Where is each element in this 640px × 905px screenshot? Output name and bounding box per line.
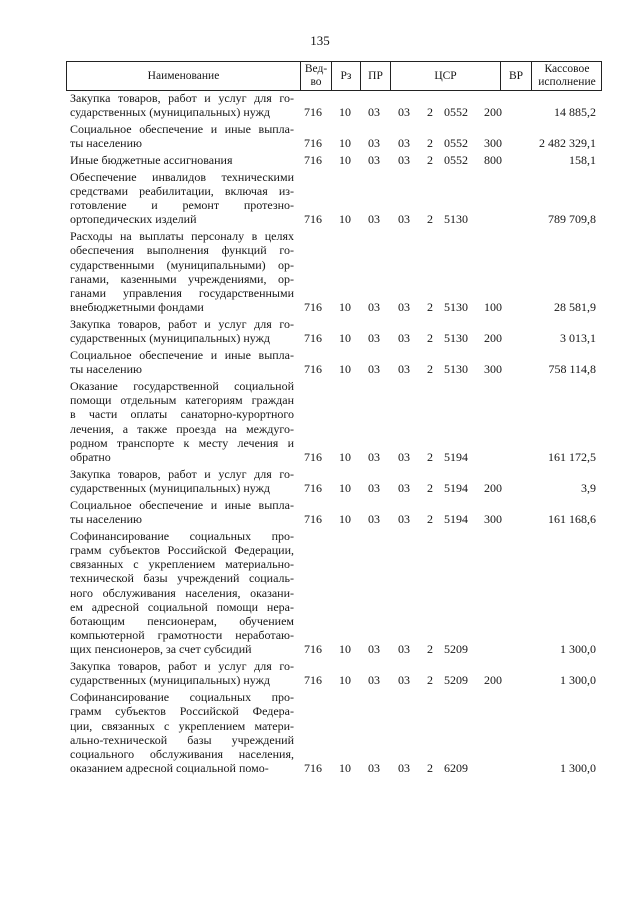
cell-amount: 1 300,0 bbox=[560, 673, 596, 688]
cell-csr3: 6209 bbox=[444, 761, 468, 776]
row-name-line: оказанием адресной социальной помо- bbox=[70, 761, 269, 776]
cell-rz: 10 bbox=[339, 642, 351, 657]
row-name-line: ганами, казенными учреждениями, ор- bbox=[70, 271, 294, 286]
row-name-line: Закупка товаров, работ и услуг для го- bbox=[70, 317, 294, 331]
row-name-line: лечения, а также проезда на междуго- bbox=[70, 421, 294, 436]
header-pr: ПР bbox=[361, 62, 391, 90]
header-ved bbox=[301, 62, 332, 90]
cell-amount: 1 300,0 bbox=[560, 642, 596, 657]
cell-csr1: 03 bbox=[398, 642, 410, 657]
cell-csr3: 5194 bbox=[444, 480, 468, 495]
cell-amount: 14 885,2 bbox=[554, 105, 596, 120]
row-name bbox=[70, 659, 294, 687]
header-kass-line2: исполнение bbox=[538, 76, 596, 88]
cell-amount: 1 300,0 bbox=[560, 761, 596, 776]
cell-pr: 03 bbox=[368, 761, 380, 776]
row-name bbox=[70, 529, 294, 657]
cell-ved: 716 bbox=[304, 673, 322, 688]
page-number: 135 bbox=[310, 33, 330, 48]
row-name-line: Закупка товаров, работ и услуг для го- bbox=[70, 466, 294, 481]
row-name-line: помощи отдельным категориям граждан bbox=[70, 393, 294, 408]
cell-ved: 716 bbox=[304, 300, 322, 315]
cell-vr: 300 bbox=[484, 136, 502, 151]
row-name-line: ботающим пенсионерам, обучением bbox=[70, 614, 294, 629]
cell-rz: 10 bbox=[339, 105, 351, 120]
row-name-line: ты населению bbox=[70, 136, 142, 151]
cell-ved: 716 bbox=[304, 105, 322, 120]
cell-pr: 03 bbox=[368, 673, 380, 688]
cell-csr1: 03 bbox=[398, 511, 410, 526]
row-name-line: сударственных (муниципальных) нужд bbox=[70, 673, 270, 688]
row-name-line: Расходы на выплаты персоналу в целях bbox=[70, 229, 294, 244]
table-row bbox=[66, 690, 602, 775]
cell-vr: 300 bbox=[484, 362, 502, 377]
cell-ved: 716 bbox=[304, 642, 322, 657]
row-name-line: родном транспорте к месту лечения и bbox=[70, 435, 294, 450]
row-name-line: ганами управления государственными bbox=[70, 286, 294, 300]
cell-csr1: 03 bbox=[398, 212, 410, 227]
cell-amount: 158,1 bbox=[569, 152, 596, 167]
row-name-line: ты населению bbox=[70, 512, 142, 526]
cell-ved: 716 bbox=[304, 136, 322, 151]
cell-csr1: 03 bbox=[398, 761, 410, 776]
cell-amount: 3,9 bbox=[581, 480, 596, 495]
row-name-line: сударственных (муниципальных) нужд bbox=[70, 105, 270, 120]
cell-csr1: 03 bbox=[398, 152, 410, 167]
cell-amount: 2 482 329,1 bbox=[539, 136, 596, 151]
cell-pr: 03 bbox=[368, 362, 380, 377]
row-name-line: внебюджетными фондами bbox=[70, 300, 204, 315]
row-name bbox=[70, 122, 294, 150]
cell-csr2: 2 bbox=[427, 511, 433, 526]
cell-pr: 03 bbox=[368, 511, 380, 526]
cell-pr: 03 bbox=[368, 449, 380, 464]
row-name-line: готовление и ремонт протезно- bbox=[70, 198, 294, 213]
cell-rz: 10 bbox=[339, 152, 351, 167]
cell-csr2: 2 bbox=[427, 152, 433, 167]
table-row bbox=[66, 467, 602, 495]
row-name-line: Социальное обеспечение и иные выпла- bbox=[70, 122, 294, 136]
row-name-line: Закупка товаров, работ и услуг для го- bbox=[70, 91, 294, 105]
cell-rz: 10 bbox=[339, 331, 351, 346]
cell-pr: 03 bbox=[368, 642, 380, 657]
row-name-line: сударственных (муниципальных) нужд bbox=[70, 331, 270, 346]
table-row bbox=[66, 529, 602, 657]
row-name-line: Обеспечение инвалидов техническими bbox=[70, 169, 294, 184]
cell-rz: 10 bbox=[339, 511, 351, 526]
cell-rz: 10 bbox=[339, 300, 351, 315]
cell-ved: 716 bbox=[304, 212, 322, 227]
table-row bbox=[66, 229, 602, 314]
row-name-line: социального обслуживания населения, bbox=[70, 747, 294, 761]
cell-vr: 100 bbox=[484, 300, 502, 315]
row-name-line: Софинансирование социальных про- bbox=[70, 528, 294, 543]
header-csr: ЦСР bbox=[391, 62, 501, 90]
cell-csr1: 03 bbox=[398, 362, 410, 377]
cell-pr: 03 bbox=[368, 212, 380, 227]
cell-csr2: 2 bbox=[427, 136, 433, 151]
cell-csr2: 2 bbox=[427, 362, 433, 377]
cell-vr: 200 bbox=[484, 105, 502, 120]
cell-ved: 716 bbox=[304, 761, 322, 776]
table-row bbox=[66, 659, 602, 687]
cell-ved: 716 bbox=[304, 511, 322, 526]
row-name-line: Оказание государственной социальной bbox=[70, 379, 294, 393]
table-row bbox=[66, 153, 602, 167]
row-name-line: грамм субъектов Российской Федера- bbox=[70, 704, 294, 719]
cell-pr: 03 bbox=[368, 136, 380, 151]
cell-amount: 28 581,9 bbox=[554, 300, 596, 315]
cell-csr3: 5130 bbox=[444, 362, 468, 377]
row-name-line: ции, связанных с укреплением матери- bbox=[70, 718, 294, 733]
row-name bbox=[70, 498, 294, 526]
row-name bbox=[70, 153, 294, 167]
cell-ved: 716 bbox=[304, 331, 322, 346]
table-row bbox=[66, 348, 602, 376]
cell-csr2: 2 bbox=[427, 300, 433, 315]
cell-csr3: 0552 bbox=[444, 152, 468, 167]
cell-amount: 789 709,8 bbox=[548, 212, 596, 227]
table-row bbox=[66, 170, 602, 227]
row-name-line: ортопедических изделий bbox=[70, 212, 197, 227]
header-rz: Рз bbox=[332, 62, 361, 90]
row-name bbox=[70, 379, 294, 464]
cell-csr2: 2 bbox=[427, 761, 433, 776]
cell-ved: 716 bbox=[304, 449, 322, 464]
cell-vr: 200 bbox=[484, 673, 502, 688]
row-name-line: ем адресной социальной помощи нера- bbox=[70, 599, 294, 614]
header-name: Наименование bbox=[67, 62, 301, 90]
row-name-line: Закупка товаров, работ и услуг для го- bbox=[70, 659, 294, 674]
row-name-line: Иные бюджетные ассигнования bbox=[70, 153, 233, 167]
cell-csr1: 03 bbox=[398, 300, 410, 315]
row-name-line: Софинансирование социальных про- bbox=[70, 690, 294, 705]
cell-pr: 03 bbox=[368, 300, 380, 315]
row-name bbox=[70, 348, 294, 376]
cell-ved: 716 bbox=[304, 152, 322, 167]
cell-amount: 161 168,6 bbox=[548, 511, 596, 526]
row-name-line: Социальное обеспечение и иные выпла- bbox=[70, 497, 294, 512]
cell-rz: 10 bbox=[339, 212, 351, 227]
cell-csr3: 0552 bbox=[444, 105, 468, 120]
row-name bbox=[70, 91, 294, 119]
cell-pr: 03 bbox=[368, 331, 380, 346]
row-name-line: Социальное обеспечение и иные выпла- bbox=[70, 348, 294, 362]
header-ved-line2: во bbox=[310, 76, 322, 88]
table-row bbox=[66, 91, 602, 119]
cell-rz: 10 bbox=[339, 673, 351, 688]
row-name-line: щих пенсионеров, за счет субсидий bbox=[70, 642, 252, 657]
cell-csr3: 5194 bbox=[444, 511, 468, 526]
row-name-line: сударственных (муниципальных) нужд bbox=[70, 481, 270, 495]
cell-ved: 716 bbox=[304, 362, 322, 377]
row-name bbox=[70, 690, 294, 775]
header-vr: ВР bbox=[501, 62, 532, 90]
row-name-line: ты населению bbox=[70, 362, 142, 377]
cell-csr2: 2 bbox=[427, 480, 433, 495]
row-name-line: ально-технической базы учреждений bbox=[70, 732, 294, 747]
cell-csr2: 2 bbox=[427, 212, 433, 227]
cell-csr1: 03 bbox=[398, 480, 410, 495]
cell-csr2: 2 bbox=[427, 331, 433, 346]
cell-csr3: 5209 bbox=[444, 673, 468, 688]
cell-vr: 800 bbox=[484, 152, 502, 167]
cell-csr3: 0552 bbox=[444, 136, 468, 151]
cell-csr3: 5130 bbox=[444, 212, 468, 227]
row-name-line: обеспечения выполнения функций го- bbox=[70, 243, 294, 258]
cell-csr1: 03 bbox=[398, 673, 410, 688]
cell-csr3: 5130 bbox=[444, 300, 468, 315]
row-name-line: обратно bbox=[70, 450, 111, 465]
header-kass-line1: Кассовое bbox=[544, 63, 590, 75]
cell-vr: 200 bbox=[484, 480, 502, 495]
cell-vr: 300 bbox=[484, 511, 502, 526]
cell-csr2: 2 bbox=[427, 642, 433, 657]
cell-csr2: 2 bbox=[427, 673, 433, 688]
cell-rz: 10 bbox=[339, 136, 351, 151]
cell-csr1: 03 bbox=[398, 105, 410, 120]
row-name bbox=[70, 467, 294, 495]
cell-amount: 3 013,1 bbox=[560, 331, 596, 346]
row-name-line: средствами реабилитации, включая из- bbox=[70, 184, 294, 198]
cell-amount: 161 172,5 bbox=[548, 449, 596, 464]
table-row bbox=[66, 379, 602, 464]
table-header bbox=[66, 61, 602, 91]
cell-csr2: 2 bbox=[427, 449, 433, 464]
row-name bbox=[70, 170, 294, 227]
cell-rz: 10 bbox=[339, 362, 351, 377]
row-name-line: связанных с укреплением материально- bbox=[70, 557, 294, 572]
row-name bbox=[70, 229, 294, 314]
cell-vr: 200 bbox=[484, 331, 502, 346]
row-name-line: грамм субъектов Российской Федерации, bbox=[70, 543, 294, 557]
row-name-line: сударственными (муниципальными) ор- bbox=[70, 257, 294, 272]
header-ved-line1: Вед- bbox=[304, 63, 328, 75]
table-row bbox=[66, 317, 602, 345]
cell-csr1: 03 bbox=[398, 331, 410, 346]
cell-rz: 10 bbox=[339, 480, 351, 495]
row-name-line: технической базы учреждений социаль- bbox=[70, 571, 294, 586]
cell-csr3: 5194 bbox=[444, 449, 468, 464]
cell-rz: 10 bbox=[339, 761, 351, 776]
table-row bbox=[66, 122, 602, 150]
header-kass bbox=[532, 62, 602, 90]
cell-csr2: 2 bbox=[427, 105, 433, 120]
row-name-line: в части оплаты санаторно-курортного bbox=[70, 407, 294, 422]
cell-csr1: 03 bbox=[398, 136, 410, 151]
row-name bbox=[70, 317, 294, 345]
row-name-line: компьютерной грамотности неработаю- bbox=[70, 628, 294, 643]
cell-csr3: 5209 bbox=[444, 642, 468, 657]
cell-csr1: 03 bbox=[398, 449, 410, 464]
cell-csr3: 5130 bbox=[444, 331, 468, 346]
row-name-line: ного обслуживания населения, оказани- bbox=[70, 585, 294, 600]
cell-pr: 03 bbox=[368, 480, 380, 495]
table-row bbox=[66, 498, 602, 526]
cell-amount: 758 114,8 bbox=[548, 362, 596, 377]
cell-pr: 03 bbox=[368, 105, 380, 120]
cell-rz: 10 bbox=[339, 449, 351, 464]
cell-pr: 03 bbox=[368, 152, 380, 167]
cell-ved: 716 bbox=[304, 480, 322, 495]
